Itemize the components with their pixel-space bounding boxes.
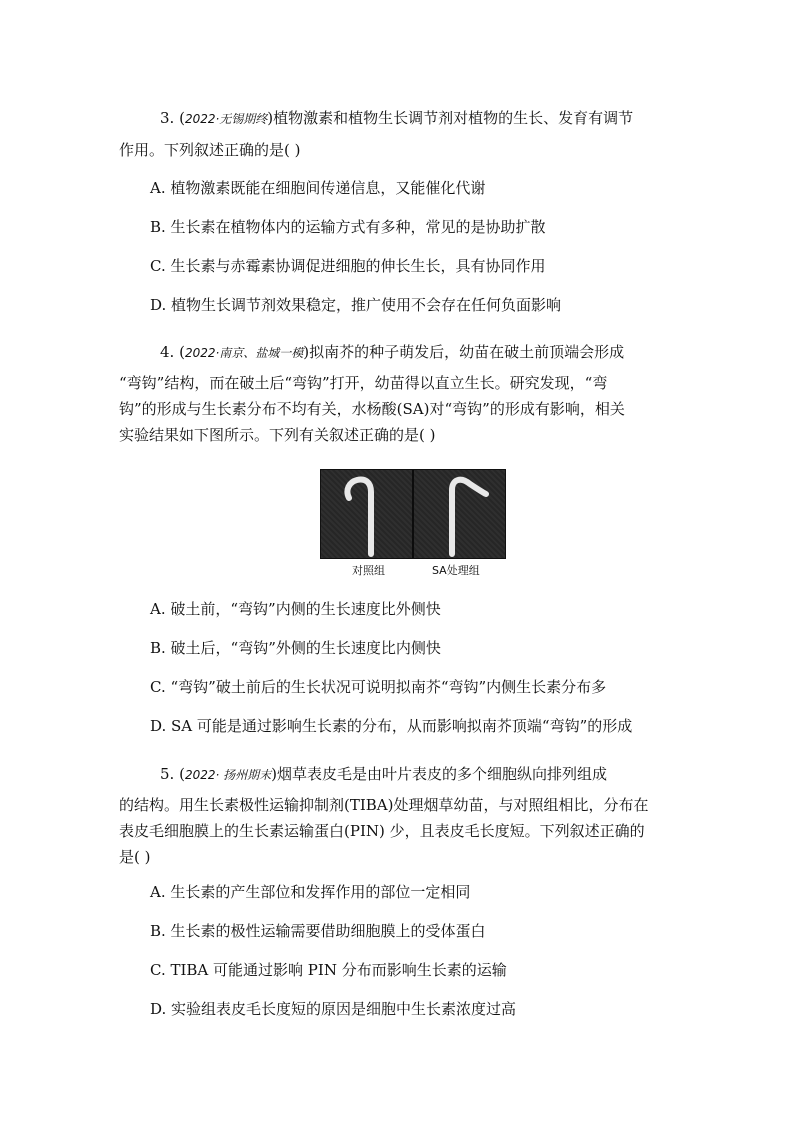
q3-option-d: D. 植物生长调节剂效果稳定，推广使用不会存在任何负面影响 <box>150 296 562 314</box>
sa-group-photo <box>414 470 505 558</box>
q5-stem-line3: 表皮毛细胞膜上的生长素运输蛋白(PIN) 少，且表皮毛长度短。下列叙述正确的 <box>119 822 645 840</box>
q5-source: 2022· 扬州期末 <box>184 768 272 782</box>
caption-sa: SA处理组 <box>432 564 480 577</box>
q5-stem-line4: 是( ) <box>119 848 151 866</box>
q4-option-d: D. SA 可能是通过影响生长素的分布，从而影响拟南芥顶端“弯钩”的形成 <box>150 717 633 735</box>
q4-source: 2022·南京、盐城一模 <box>184 346 304 360</box>
control-seedling-icon <box>321 470 412 558</box>
q3-stem-line1 <box>160 108 633 129</box>
q4-stem-line3: 钩”的形成与生长素分布不均有关，水杨酸(SA)对“弯钩”的形成有影响，相关 <box>119 400 625 418</box>
q4-option-c: C. “弯钩”破土前后的生长状况可说明拟南芥“弯钩”内侧生长素分布多 <box>150 678 607 696</box>
q3-option-b: B. 生长素在植物体内的运输方式有多种，常见的是协助扩散 <box>150 218 546 236</box>
q5-option-a: A. 生长素的产生部位和发挥作用的部位一定相同 <box>150 883 471 901</box>
q4-number: 4. ( <box>160 343 185 361</box>
q4-stem-text: )拟南芥的种子萌发后，幼苗在破土前顶端会形成 <box>303 343 625 361</box>
q5-stem-line2: 的结构。用生长素极性运输抑制剂(TIBA)处理烟草幼苗，与对照组相比，分布在 <box>119 796 649 814</box>
q5-number: 5. ( <box>160 765 185 783</box>
q5-option-b: B. 生长素的极性运输需要借助细胞膜上的受体蛋白 <box>150 922 486 940</box>
q3-stem-text: )植物激素和植物生长调节剂对植物的生长、发育有调节 <box>267 109 634 127</box>
control-group-photo <box>321 470 412 558</box>
q3-source: 2022·无锡期终 <box>184 112 268 126</box>
q4-stem-line1 <box>160 342 624 363</box>
q3-number: 3. ( <box>160 109 185 127</box>
caption-control: 对照组 <box>352 564 385 577</box>
q4-stem-line2: “弯钩”结构，而在破土后“弯钩”打开，幼苗得以直立生长。研究发现，“弯 <box>119 374 608 392</box>
q5-stem-line1 <box>160 764 607 785</box>
q4-stem-line4: 实验结果如下图所示。下列有关叙述正确的是( ) <box>119 426 436 444</box>
q5-option-d: D. 实验组表皮毛长度短的原因是细胞中生长素浓度过高 <box>150 1000 517 1018</box>
q4-option-b: B. 破土后，“弯钩”外侧的生长速度比内侧快 <box>150 639 441 657</box>
sa-seedling-icon <box>414 470 505 558</box>
q5-stem-text: )烟草表皮毛是由叶片表皮的多个细胞纵向排列组成 <box>271 765 607 783</box>
q3-option-c: C. 生长素与赤霉素协调促进细胞的伸长生长，具有协同作用 <box>150 257 546 275</box>
q4-option-a: A. 破土前，“弯钩”内侧的生长速度比外侧快 <box>150 600 441 618</box>
q3-stem-line2: 作用。下列叙述正确的是( ) <box>119 141 301 159</box>
q5-option-c: C. TIBA 可能通过影响 PIN 分布而影响生长素的运输 <box>150 961 507 979</box>
seedling-hook-photo <box>320 469 506 559</box>
q3-option-a: A. 植物激素既能在细胞间传递信息，又能催化代谢 <box>150 179 486 197</box>
